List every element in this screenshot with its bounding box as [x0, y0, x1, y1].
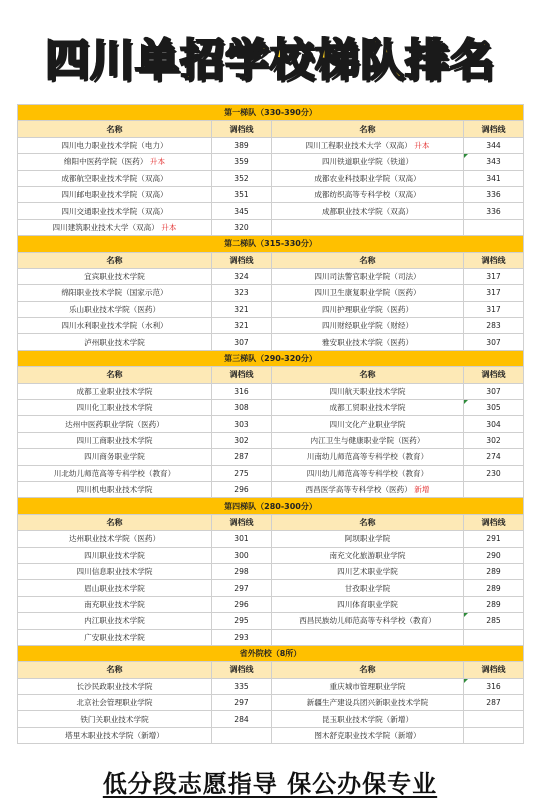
school-name-cell: [272, 432, 464, 448]
cutoff-score-cell: 285: [464, 613, 524, 629]
ranking-table-wrap: [17, 104, 523, 744]
school-name-cell: [272, 186, 464, 202]
cutoff-score-cell: [464, 481, 524, 497]
cutoff-score-cell: 297: [212, 580, 272, 596]
cutoff-score-cell: 283: [464, 318, 524, 334]
cutoff-score-cell: 316: [464, 678, 524, 694]
school-note-tag: 升本: [414, 140, 430, 150]
cutoff-score-cell: 351: [212, 186, 272, 202]
cutoff-score-cell: 287: [212, 449, 272, 465]
table-row: [18, 170, 524, 186]
ranking-table: [17, 104, 524, 744]
table-row: [18, 334, 524, 350]
cutoff-score-cell: 324: [212, 268, 272, 284]
section-title: 第二梯队（315-330分）: [18, 236, 524, 252]
school-name-cell: [272, 711, 464, 727]
cutoff-score-cell: [464, 629, 524, 645]
cutoff-score-cell: 284: [212, 711, 272, 727]
cutoff-score-cell: 302: [464, 432, 524, 448]
section-title: 第四梯队（280-300分）: [18, 498, 524, 514]
table-row: [18, 154, 524, 170]
table-row: [18, 301, 524, 317]
school-name: 内江卫生与健康职业学院（医药）: [310, 436, 425, 445]
school-name: 阿坝职业学院: [344, 534, 391, 544]
school-name: 南充文化旅游职业学院: [329, 550, 406, 560]
column-header-name: 名称: [18, 514, 212, 530]
school-name: 北京社会管理职业学院: [76, 698, 153, 708]
table-row: [18, 318, 524, 334]
school-note-tag: 升本: [161, 222, 177, 232]
table-row: [18, 465, 524, 481]
school-name-cell: [272, 268, 464, 284]
cutoff-score-cell: 389: [212, 137, 272, 153]
table-row: [18, 481, 524, 497]
column-header-name: 名称: [18, 252, 212, 268]
cutoff-score-cell: 359: [212, 154, 272, 170]
school-name-cell: [18, 219, 212, 235]
school-name-cell: [18, 678, 212, 694]
column-header-score: 调档线: [212, 252, 272, 268]
school-name-cell: [18, 563, 212, 579]
school-name: 四川文化产业职业学院: [329, 419, 406, 429]
cutoff-score-cell: 304: [464, 416, 524, 432]
school-name: 宜宾职业技术学院: [84, 272, 145, 282]
column-header-name: 名称: [272, 121, 464, 137]
cutoff-score-cell: 321: [212, 301, 272, 317]
school-name-cell: [18, 318, 212, 334]
school-name-cell: [272, 531, 464, 547]
school-name: 塔里木职业技术学院（新增）: [65, 731, 164, 741]
column-header-row: [18, 514, 524, 530]
column-header-name: 名称: [272, 367, 464, 383]
section-title: 第三梯队（290-320分）: [18, 350, 524, 366]
school-name-cell: [18, 547, 212, 563]
cutoff-score-cell: 289: [464, 563, 524, 579]
cutoff-score-cell: 274: [464, 449, 524, 465]
section-title: 省外院校（8所）: [18, 645, 524, 661]
school-name-cell: [18, 186, 212, 202]
cutoff-score-cell: 303: [212, 416, 272, 432]
school-name-cell: [272, 547, 464, 563]
school-name-cell: [272, 400, 464, 416]
cutoff-score-cell: 230: [464, 465, 524, 481]
school-name-cell: [272, 137, 464, 153]
column-header-name: 名称: [272, 252, 464, 268]
cutoff-score-cell: 307: [464, 383, 524, 399]
school-name: 四川铁道职业学院（铁道）: [321, 157, 414, 167]
table-row: [18, 613, 524, 629]
school-name: 四川艺术职业学院: [337, 567, 398, 577]
school-name: 达州职业技术学院（医药）: [68, 534, 161, 544]
column-header-row: [18, 121, 524, 137]
cutoff-score-cell: 317: [464, 268, 524, 284]
school-name-cell: [272, 465, 464, 481]
school-name-cell: [18, 695, 212, 711]
school-name: 四川工程职业技术大学（双高）: [305, 140, 412, 150]
cutoff-score-cell: 336: [464, 186, 524, 202]
school-name: 四川建筑职业技术大学（双高）: [52, 222, 159, 232]
column-header-name: 名称: [18, 662, 212, 678]
column-header-row: [18, 367, 524, 383]
column-header-name: 名称: [18, 121, 212, 137]
table-row: [18, 268, 524, 284]
school-name-cell: [18, 629, 212, 645]
school-name: 四川体育职业学院: [337, 599, 398, 609]
school-name-cell: [18, 334, 212, 350]
school-name: 成都纺织高等专科学校（双高）: [314, 190, 421, 200]
school-name: 四川幼儿师范高等专科学校（教育）: [306, 468, 429, 478]
school-name-cell: [18, 154, 212, 170]
school-name: 四川化工职业技术学院: [76, 403, 153, 413]
school-name-cell: [18, 416, 212, 432]
school-name-cell: [272, 334, 464, 350]
school-name: 四川水利职业技术学院（水利）: [61, 321, 168, 331]
table-row: [18, 383, 524, 399]
cutoff-score-cell: 335: [212, 678, 272, 694]
cutoff-score-cell: 320: [212, 219, 272, 235]
cutoff-score-cell: 308: [212, 400, 272, 416]
school-name: 昆玉职业技术学院（新增）: [321, 714, 414, 724]
school-name-cell: [272, 203, 464, 219]
table-row: [18, 137, 524, 153]
cutoff-score-cell: 289: [464, 596, 524, 612]
table-row: [18, 580, 524, 596]
school-name-cell: [272, 695, 464, 711]
footer-slogan-area: [0, 764, 540, 799]
table-row: [18, 678, 524, 694]
school-name: 铁门关职业技术学院: [80, 714, 149, 724]
column-header-score: 调档线: [212, 514, 272, 530]
cutoff-score-cell: 321: [212, 318, 272, 334]
school-name: 绵阳职业技术学院（国家示范）: [61, 288, 168, 298]
school-name: 成都工贸职业技术学院: [329, 403, 406, 413]
cutoff-score-cell: [464, 727, 524, 743]
table-row: [18, 547, 524, 563]
column-header-score: 调档线: [212, 121, 272, 137]
school-name-cell: [272, 285, 464, 301]
school-name-cell: [272, 219, 464, 235]
school-name-cell: [18, 432, 212, 448]
table-row: [18, 596, 524, 612]
section-header-row: [18, 645, 524, 661]
column-header-score: 调档线: [212, 662, 272, 678]
cutoff-score-cell: 344: [464, 137, 524, 153]
school-name-cell: [18, 137, 212, 153]
school-name-cell: [18, 383, 212, 399]
cutoff-score-cell: 301: [212, 531, 272, 547]
school-name: 川南幼儿师范高等专科学校（教育）: [306, 452, 429, 462]
school-name-cell: [272, 563, 464, 579]
column-header-score: 调档线: [464, 662, 524, 678]
column-header-score: 调档线: [464, 252, 524, 268]
school-name-cell: [18, 268, 212, 284]
school-name: 四川护理职业学院（医药）: [321, 304, 414, 314]
school-name: 西昌医学高等专科学校（医药）: [305, 485, 412, 495]
cutoff-score-cell: 302: [212, 432, 272, 448]
column-header-name: 名称: [272, 662, 464, 678]
school-name: 新疆生产建设兵团兴新职业技术学院: [306, 698, 429, 708]
cutoff-score-cell: 296: [212, 481, 272, 497]
column-header-row: [18, 252, 524, 268]
column-header-score: 调档线: [464, 121, 524, 137]
cutoff-score-cell: 345: [212, 203, 272, 219]
school-name: 南充职业技术学院: [84, 599, 145, 609]
school-name-cell: [272, 678, 464, 694]
school-name-cell: [272, 580, 464, 596]
school-name-cell: [18, 481, 212, 497]
school-name: 重庆城市管理职业学院: [329, 681, 406, 691]
cutoff-score-cell: 297: [212, 695, 272, 711]
school-name-cell: [272, 481, 464, 497]
section-header-row: [18, 498, 524, 514]
school-name: 绵阳中医药学院（医药）: [63, 157, 148, 167]
cutoff-score-cell: 293: [212, 629, 272, 645]
section-title: 第一梯队（330-390分）: [18, 105, 524, 121]
footer-slogan: 低分段志愿指导 保公办保专业: [102, 770, 438, 798]
school-name: 成都工业职业技术学院: [76, 386, 153, 396]
school-name-cell: [272, 383, 464, 399]
school-name: 四川工商职业技术学院: [76, 436, 153, 445]
school-name: 四川交通职业技术学院（双高）: [61, 206, 168, 216]
school-name: 四川卫生康复职业学院（医药）: [314, 288, 421, 298]
school-name: 雅安职业技术学院（医药）: [321, 337, 414, 347]
school-name-cell: [18, 596, 212, 612]
table-row: [18, 432, 524, 448]
school-name: 四川财经职业学院（财经）: [321, 321, 414, 331]
school-name: 四川职业技术学院: [84, 550, 145, 560]
school-name-cell: [272, 301, 464, 317]
school-name: 四川信息职业技术学院: [76, 567, 153, 577]
school-name: 西昌民族幼儿师范高等专科学校（教育）: [299, 616, 436, 626]
cutoff-score-cell: 341: [464, 170, 524, 186]
school-name-cell: [18, 301, 212, 317]
school-name: 四川机电职业技术学院: [76, 485, 153, 495]
table-row: [18, 186, 524, 202]
school-name-cell: [18, 727, 212, 743]
school-name-cell: [18, 580, 212, 596]
school-name: 图木舒克职业技术学院（新增）: [314, 731, 421, 741]
school-name-cell: [18, 203, 212, 219]
cutoff-score-cell: 290: [464, 547, 524, 563]
school-name-cell: [18, 711, 212, 727]
school-name: 内江职业技术学院: [84, 616, 145, 626]
school-name: 乐山职业技术学院（医药）: [68, 304, 161, 314]
school-name: 眉山职业技术学院: [84, 583, 145, 593]
cutoff-score-cell: 300: [212, 547, 272, 563]
school-name-cell: [18, 285, 212, 301]
table-row: [18, 219, 524, 235]
school-name-cell: [272, 727, 464, 743]
school-name: 四川司法警官职业学院（司法）: [314, 272, 421, 282]
school-name-cell: [272, 613, 464, 629]
school-name: 四川电力职业技术学院（电力）: [61, 140, 168, 150]
cutoff-score-cell: 296: [212, 596, 272, 612]
school-name: 泸州职业技术学院: [84, 337, 145, 347]
school-name: 四川商务职业学院: [84, 452, 145, 462]
school-name: 四川邮电职业技术学院（双高）: [61, 190, 168, 200]
table-row: [18, 563, 524, 579]
cutoff-score-cell: 307: [212, 334, 272, 350]
school-name-cell: [18, 531, 212, 547]
cutoff-score-cell: [464, 219, 524, 235]
table-row: [18, 203, 524, 219]
cutoff-score-cell: 352: [212, 170, 272, 186]
cutoff-score-cell: 287: [464, 695, 524, 711]
table-row: [18, 400, 524, 416]
table-row: [18, 629, 524, 645]
table-row: [18, 711, 524, 727]
cutoff-score-cell: 305: [464, 400, 524, 416]
column-header-score: 调档线: [464, 514, 524, 530]
school-name-cell: [18, 170, 212, 186]
column-header-name: 名称: [272, 514, 464, 530]
school-name-cell: [18, 465, 212, 481]
school-name-cell: [272, 596, 464, 612]
cutoff-score-cell: 323: [212, 285, 272, 301]
section-header-row: [18, 105, 524, 121]
cutoff-score-cell: 291: [464, 531, 524, 547]
cutoff-score-cell: [464, 711, 524, 727]
table-row: [18, 449, 524, 465]
school-name: 长沙民政职业技术学院: [76, 681, 153, 691]
school-name-cell: [272, 170, 464, 186]
cutoff-score-cell: 336: [464, 203, 524, 219]
school-name: 四川航天职业技术学院: [329, 386, 406, 396]
table-row: [18, 727, 524, 743]
school-name-cell: [272, 318, 464, 334]
school-name-cell: [272, 629, 464, 645]
ranking-table-body: [18, 105, 524, 744]
school-note-tag: 新增: [414, 485, 430, 495]
table-row: [18, 695, 524, 711]
cutoff-score-cell: 343: [464, 154, 524, 170]
school-name: 甘孜职业学院: [344, 583, 391, 593]
cutoff-score-cell: 295: [212, 613, 272, 629]
school-name: 达州中医药职业学院（医药）: [65, 419, 164, 429]
school-name: 成都农业科技职业学院（双高）: [314, 173, 421, 183]
cutoff-score-cell: 317: [464, 285, 524, 301]
cutoff-score-cell: 289: [464, 580, 524, 596]
school-note-tag: 升本: [149, 157, 166, 167]
school-name: 成都航空职业技术学院（双高）: [61, 173, 168, 183]
school-name: 广安职业技术学院: [84, 632, 145, 642]
school-name-cell: [272, 154, 464, 170]
column-header-row: [18, 662, 524, 678]
table-row: [18, 416, 524, 432]
school-name: 川北幼儿师范高等专科学校（教育）: [53, 468, 176, 478]
school-name-cell: [272, 416, 464, 432]
school-name-cell: [18, 400, 212, 416]
column-header-score: 调档线: [212, 367, 272, 383]
school-name: 成都职业技术学院（双高）: [321, 206, 414, 216]
table-row: [18, 285, 524, 301]
section-header-row: [18, 236, 524, 252]
cutoff-score-cell: [212, 727, 272, 743]
poster-title-area: [0, 26, 540, 96]
poster-title: 四川单招学校梯队排名: [45, 35, 495, 86]
cutoff-score-cell: 298: [212, 563, 272, 579]
column-header-name: 名称: [18, 367, 212, 383]
school-name-cell: [18, 613, 212, 629]
school-name-cell: [272, 449, 464, 465]
cutoff-score-cell: 307: [464, 334, 524, 350]
cutoff-score-cell: 317: [464, 301, 524, 317]
table-row: [18, 531, 524, 547]
cutoff-score-cell: 275: [212, 465, 272, 481]
cutoff-score-cell: 316: [212, 383, 272, 399]
column-header-score: 调档线: [464, 367, 524, 383]
section-header-row: [18, 350, 524, 366]
school-name-cell: [18, 449, 212, 465]
